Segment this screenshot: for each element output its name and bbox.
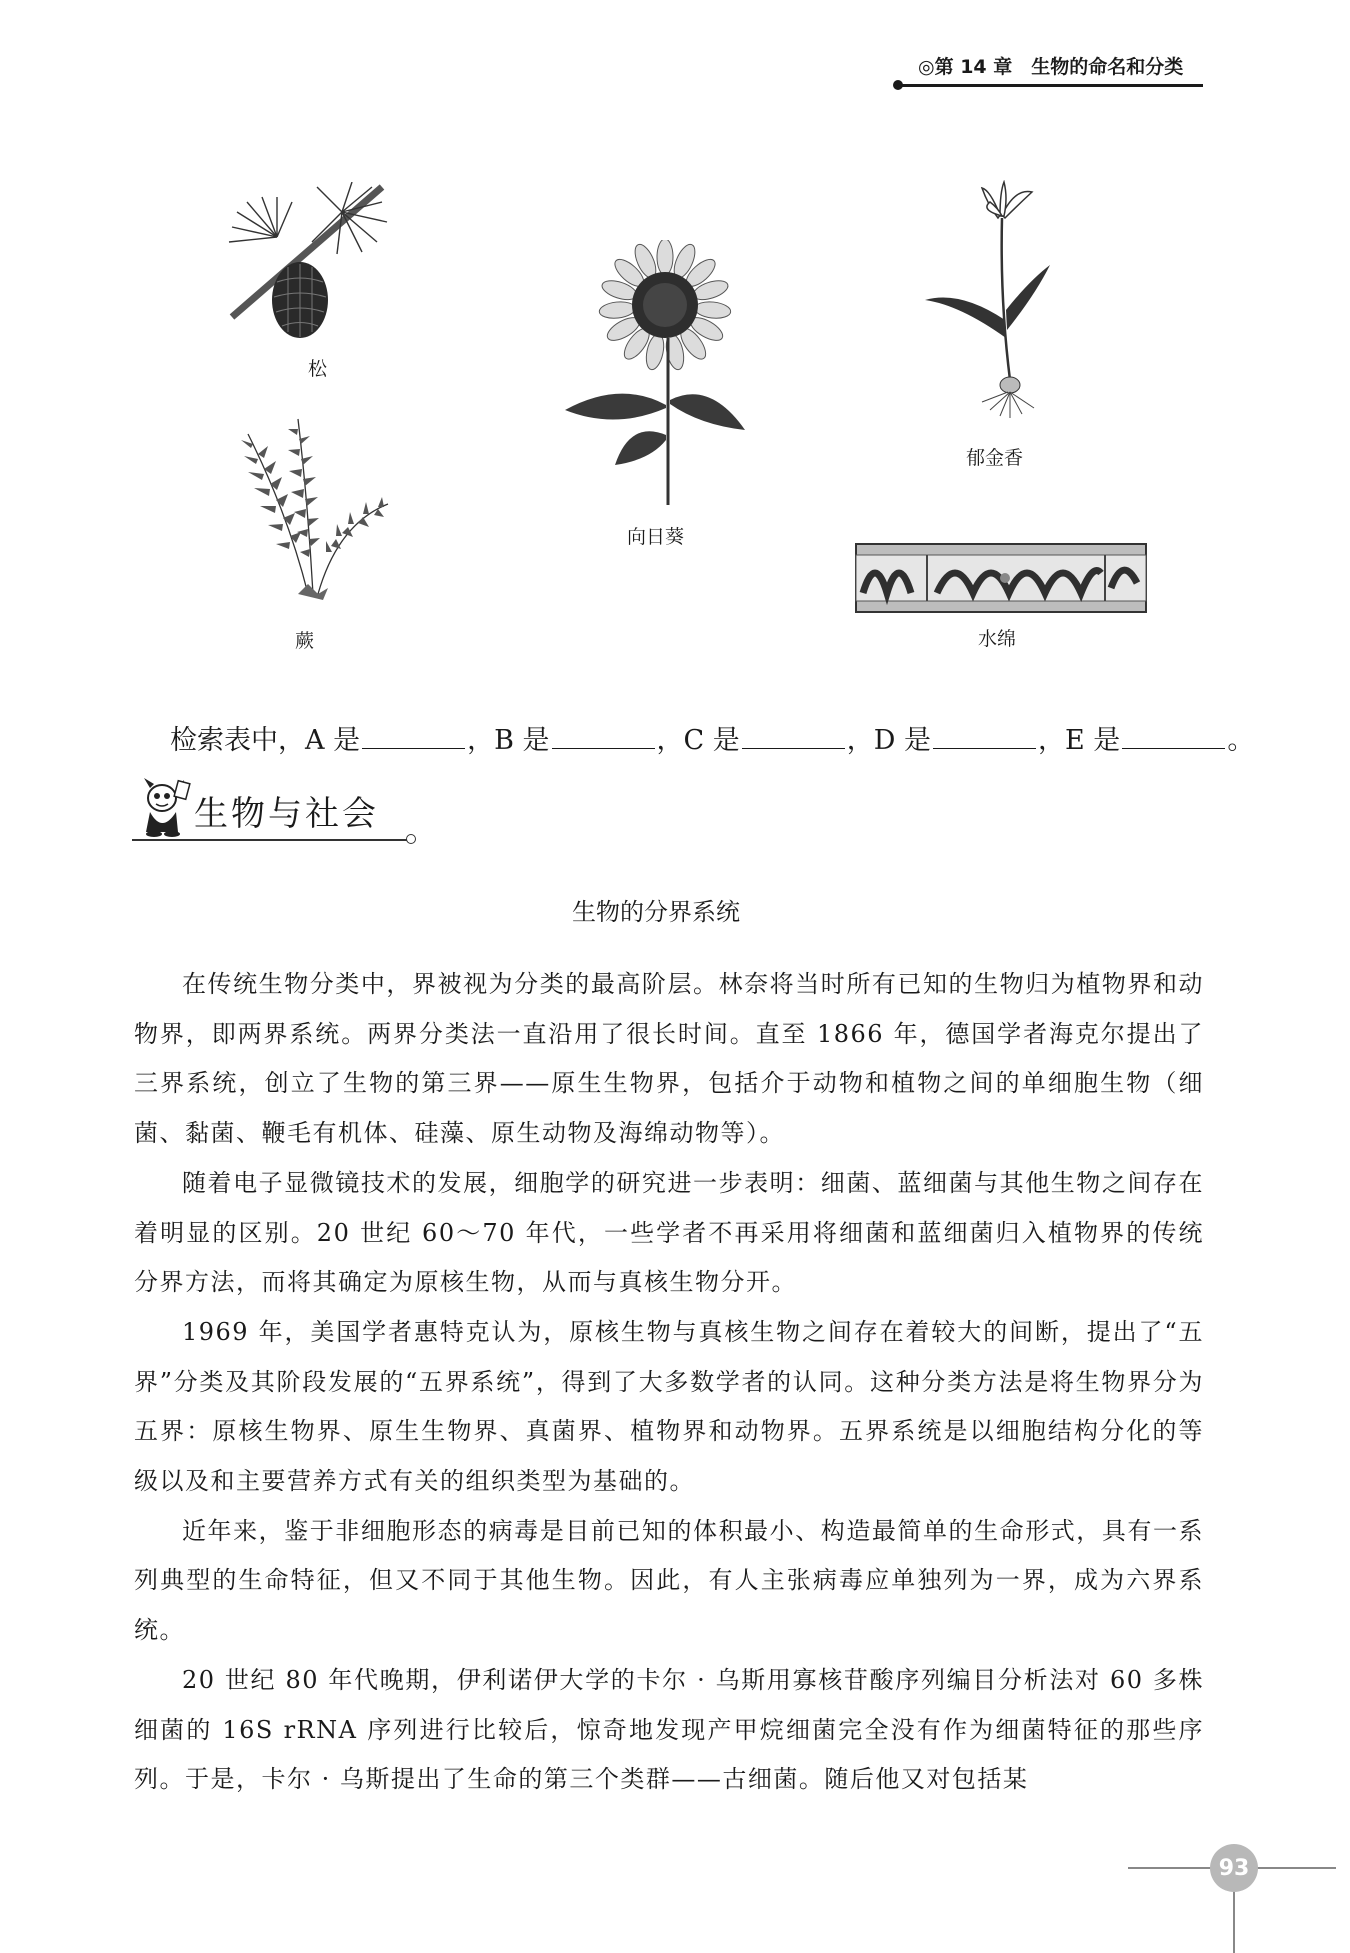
section-rule <box>132 839 408 841</box>
article-paragraph: 近年来，鉴于非细胞形态的病毒是目前已知的体积最小、构造最简单的生命形式，具有一系列典型的生命特征，但又不同于其他生物。因此，有人主张病毒应单独列为一界，成为六界系统。 <box>134 1516 1204 1645</box>
sunflower-illustration <box>560 240 750 510</box>
question-c-label: ，C 是 <box>656 725 740 756</box>
mascot-icon <box>136 776 192 838</box>
tulip-caption: 郁金香 <box>966 447 1024 469</box>
answer-blank-c[interactable] <box>742 726 845 749</box>
answer-blank-a[interactable] <box>362 726 465 749</box>
question-a-label: 检索表中，A 是 <box>170 725 361 756</box>
fern-illustration <box>228 414 403 604</box>
article-title: 生物的分界系统 <box>572 898 740 926</box>
question-d-label: ，D 是 <box>846 725 932 756</box>
answer-blank-b[interactable] <box>552 726 655 749</box>
retrieval-table-question <box>170 718 1254 757</box>
article-paragraph: 在传统生物分类中，界被视为分类的最高阶层。林奈将当时所有已知的生物归为植物界和动物界，即两界系统。两界分类法一直沿用了很长时间。直至 1866 年，德国学者海克尔提出了三界系统，创立了生物的第三界——原生生物界，包括介于动物和植物之间的单细胞生物（细菌、黏菌、鞭毛有机体、硅藻、原生动物及海绵动物等）。 <box>134 970 1204 1148</box>
pine-illustration <box>222 182 412 347</box>
answer-blank-e[interactable] <box>1122 726 1225 749</box>
sunflower-caption: 向日葵 <box>627 526 685 548</box>
answer-blank-d[interactable] <box>933 726 1036 749</box>
article-body <box>134 960 1204 1805</box>
fern-caption: 蕨 <box>295 630 315 652</box>
spirogyra-caption: 水绵 <box>978 628 1017 650</box>
section-heading <box>132 776 416 846</box>
spirogyra-illustration <box>855 543 1147 613</box>
article-paragraph: 1969 年，美国学者惠特克认为，原核生物与真核生物之间存在着较大的间断，提出了“五界”分类及其阶段发展的“五界系统”，得到了大多数学者的认同。这种分类方法是将生物界分为五界：原核生物界、原生生物界、真菌界、植物界和动物界。五界系统是以细胞结构分化的等级以及和主要营养方式有关的组织类型为基础的。 <box>134 1317 1204 1496</box>
pine-caption: 松 <box>308 358 328 380</box>
section-title: 生物与社会 <box>194 794 379 834</box>
article-paragraph: 随着电子显微镜技术的发展，细胞学的研究进一步表明：细菌、蓝细菌与其他生物之间存在着明显的区别。20 世纪 60～70 年代，一些学者不再采用将细菌和蓝细菌归入植物界的传统分界方法，而将其确定为原核生物，从而与真核生物分开。 <box>134 1168 1204 1297</box>
article-paragraph: 20 世纪 80 年代晚期，伊利诺伊大学的卡尔 · 乌斯用寡核苷酸序列编目分析法对 60 多株细菌的 16S rRNA 序列进行比较后，惊奇地发现产甲烷细菌完全没有作为细菌特征的那些序列。于是，卡尔 · 乌斯提出了生命的第三个类群——古细菌。随后他又对包括某 <box>134 1665 1204 1794</box>
chapter-header: ◎第 14 章 生物的命名和分类 <box>918 56 1184 78</box>
question-b-label: ，B 是 <box>467 725 550 756</box>
section-rule-dot <box>406 834 416 844</box>
question-e-label: ，E 是 <box>1038 725 1121 756</box>
tulip-illustration <box>920 180 1070 420</box>
question-end: 。 <box>1227 725 1255 756</box>
header-rule <box>895 84 1203 87</box>
page-number: 93 <box>1210 1844 1258 1892</box>
